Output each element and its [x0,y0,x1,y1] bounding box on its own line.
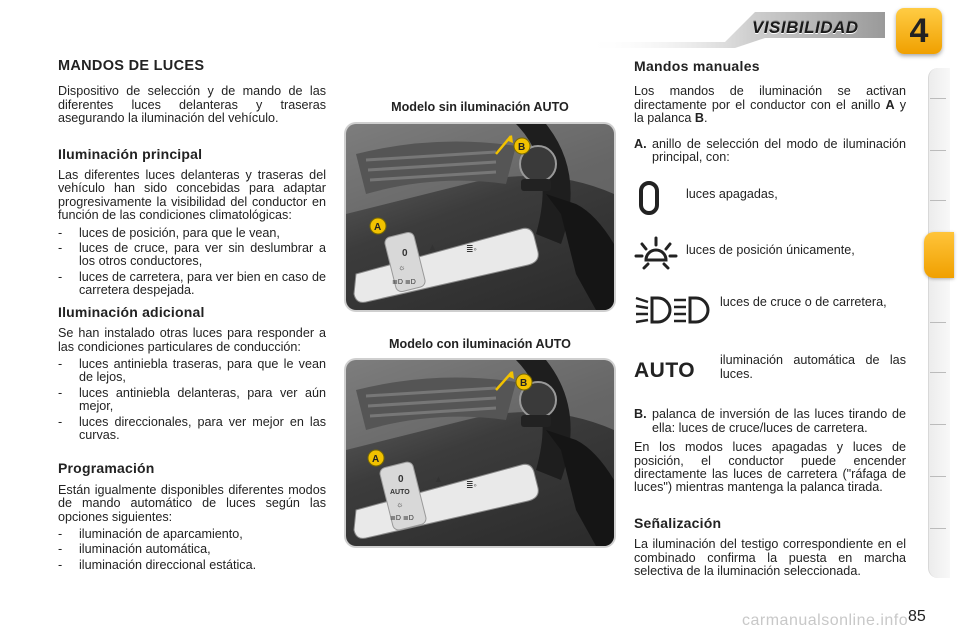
mode-row-auto [634,350,906,408]
lever-b-description [634,408,906,435]
rail-tick [930,372,946,373]
principal-list [58,227,326,298]
stalk-illustration [346,124,614,310]
list-item: - luces antiniebla delanteras, para ver aún mejor, [58,387,326,414]
rail-tick [930,200,946,201]
figure-stalk-with-auto [346,360,614,546]
figure-caption-bottom: Modelo con iluminación AUTO [389,337,571,351]
list-item: - iluminación de aparcamiento, [58,528,326,541]
manual-intro [634,85,906,125]
heading-adicional: Iluminación adicional [58,303,205,320]
chapter-tab-rail [928,68,950,578]
right-column [634,60,906,583]
list-item: - luces antiniebla traseras, para que le vean de lejos, [58,358,326,385]
svg-text:≣D ≣D: ≣D ≣D [390,515,414,522]
mode-text: luces de cruce o de carretera, [720,295,887,310]
lever-b-label: B. [634,407,647,422]
adicional-list [58,358,326,442]
ring-a-label: A. [634,136,647,151]
list-item: - luces de cruce, para ver sin deslumbrar a los otros conductores, [58,242,326,269]
rail-tick [930,322,946,323]
svg-text:0: 0 [398,474,404,485]
manual-intro-text: . [704,111,708,126]
mode-text: luces apagadas, [686,187,778,202]
rail-tick [930,476,946,477]
svg-text:☼: ☼ [396,500,404,509]
mode-row-beams [634,290,906,350]
list-item: - iluminación automática, [58,543,326,556]
section-title: MANDOS DE LUCES [58,58,205,74]
rail-tick [930,424,946,425]
programacion-list [58,528,326,572]
right-section-title: Mandos manuales [634,58,760,74]
auto-lights-icon: AUTO [634,358,696,382]
mode-row-off [634,178,906,234]
svg-text:▲: ▲ [428,242,437,252]
heading-principal: Iluminación principal [58,145,203,162]
figure-caption-top: Modelo sin iluminación AUTO [391,100,569,114]
manual-intro-text: y la palanca [634,97,906,126]
page-number: 85 [908,608,926,625]
marker-b-label: B [520,378,528,389]
marker-a-label: A [372,454,380,465]
svg-text:≣D ≣D: ≣D ≣D [392,279,416,286]
ring-a-description [634,138,906,165]
chapter-number: 4 [909,12,929,50]
list-item: - luces de posición, para que le vean, [58,227,326,240]
svg-text:≣◦: ≣◦ [466,244,477,254]
list-item: - iluminación direccional estática. [58,559,326,572]
heading-senalizacion: Señalización [634,514,722,531]
ring-a-text: anillo de selección del modo de iluminación principal, con: [652,136,906,165]
list-item: - luces direccionales, para ver mejor en las curvas. [58,416,326,443]
stalk-illustration [346,360,614,546]
lever-b-text: palanca de inversión de las luces tirando de ella: luces de cruce/luces de carretera. [652,407,906,435]
watermark: carmanualsonline.info [742,612,909,629]
intro-paragraph: Dispositivo de selección y de mando de las diferentes luces delanteras y traseras asegurando la iluminación del vehículo. [58,84,326,126]
svg-text:▲: ▲ [434,474,443,484]
lever-letter: B [694,111,705,126]
ring-letter: A [885,97,895,112]
chapter-tab-active[interactable] [924,232,954,278]
programacion-text: Están igualmente disponibles diferentes modos de mando automático de luces según las opciones siguientes: [58,482,326,524]
list-item: - luces de carretera, para ver bien en caso de carretera despejada. [58,271,326,298]
svg-text:0: 0 [402,248,408,259]
flash-lights-paragraph: En los modos luces apagadas y luces de posición, el conductor puede encender directamente las luces de carretera ("ráfaga de luces") mientras mantenga la palanca tirada. [634,440,906,495]
rail-tick [930,150,946,151]
svg-text:☼: ☼ [398,263,406,272]
low-high-beam-icon [634,290,714,330]
senalizacion-text: La iluminación del testigo correspondiente en el combinado confirma la puesta en marcha selectiva de la iluminación seleccionada. [634,537,906,579]
auto-ring-label: AUTO [390,489,410,496]
mode-text: iluminación automática de las luces. [720,353,906,381]
figure-stalk-without-auto [346,124,614,310]
mode-row-position [634,234,906,290]
left-column [58,60,326,574]
marker-b-label: B [518,142,526,153]
manual-intro-text: Los mandos de iluminación se activan directamente por el conductor con el anillo [634,84,906,112]
marker-a-label: A [374,222,382,233]
page-header-title: VISIBILIDAD [752,18,859,37]
adicional-text: Se han instalado otras luces para responder a las condiciones particulares de conducción: [58,326,326,354]
svg-text:≣◦: ≣◦ [466,480,477,490]
rail-tick [930,528,946,529]
heading-programacion: Programación [58,460,155,477]
principal-text: Las diferentes luces delanteras y traseras del vehículo han sido concebidas para adaptar progresivamente la visibilidad del conductor en función de las condiciones climatológicas: [58,168,326,223]
rail-tick [930,98,946,99]
mode-text: luces de posición únicamente, [686,243,855,258]
